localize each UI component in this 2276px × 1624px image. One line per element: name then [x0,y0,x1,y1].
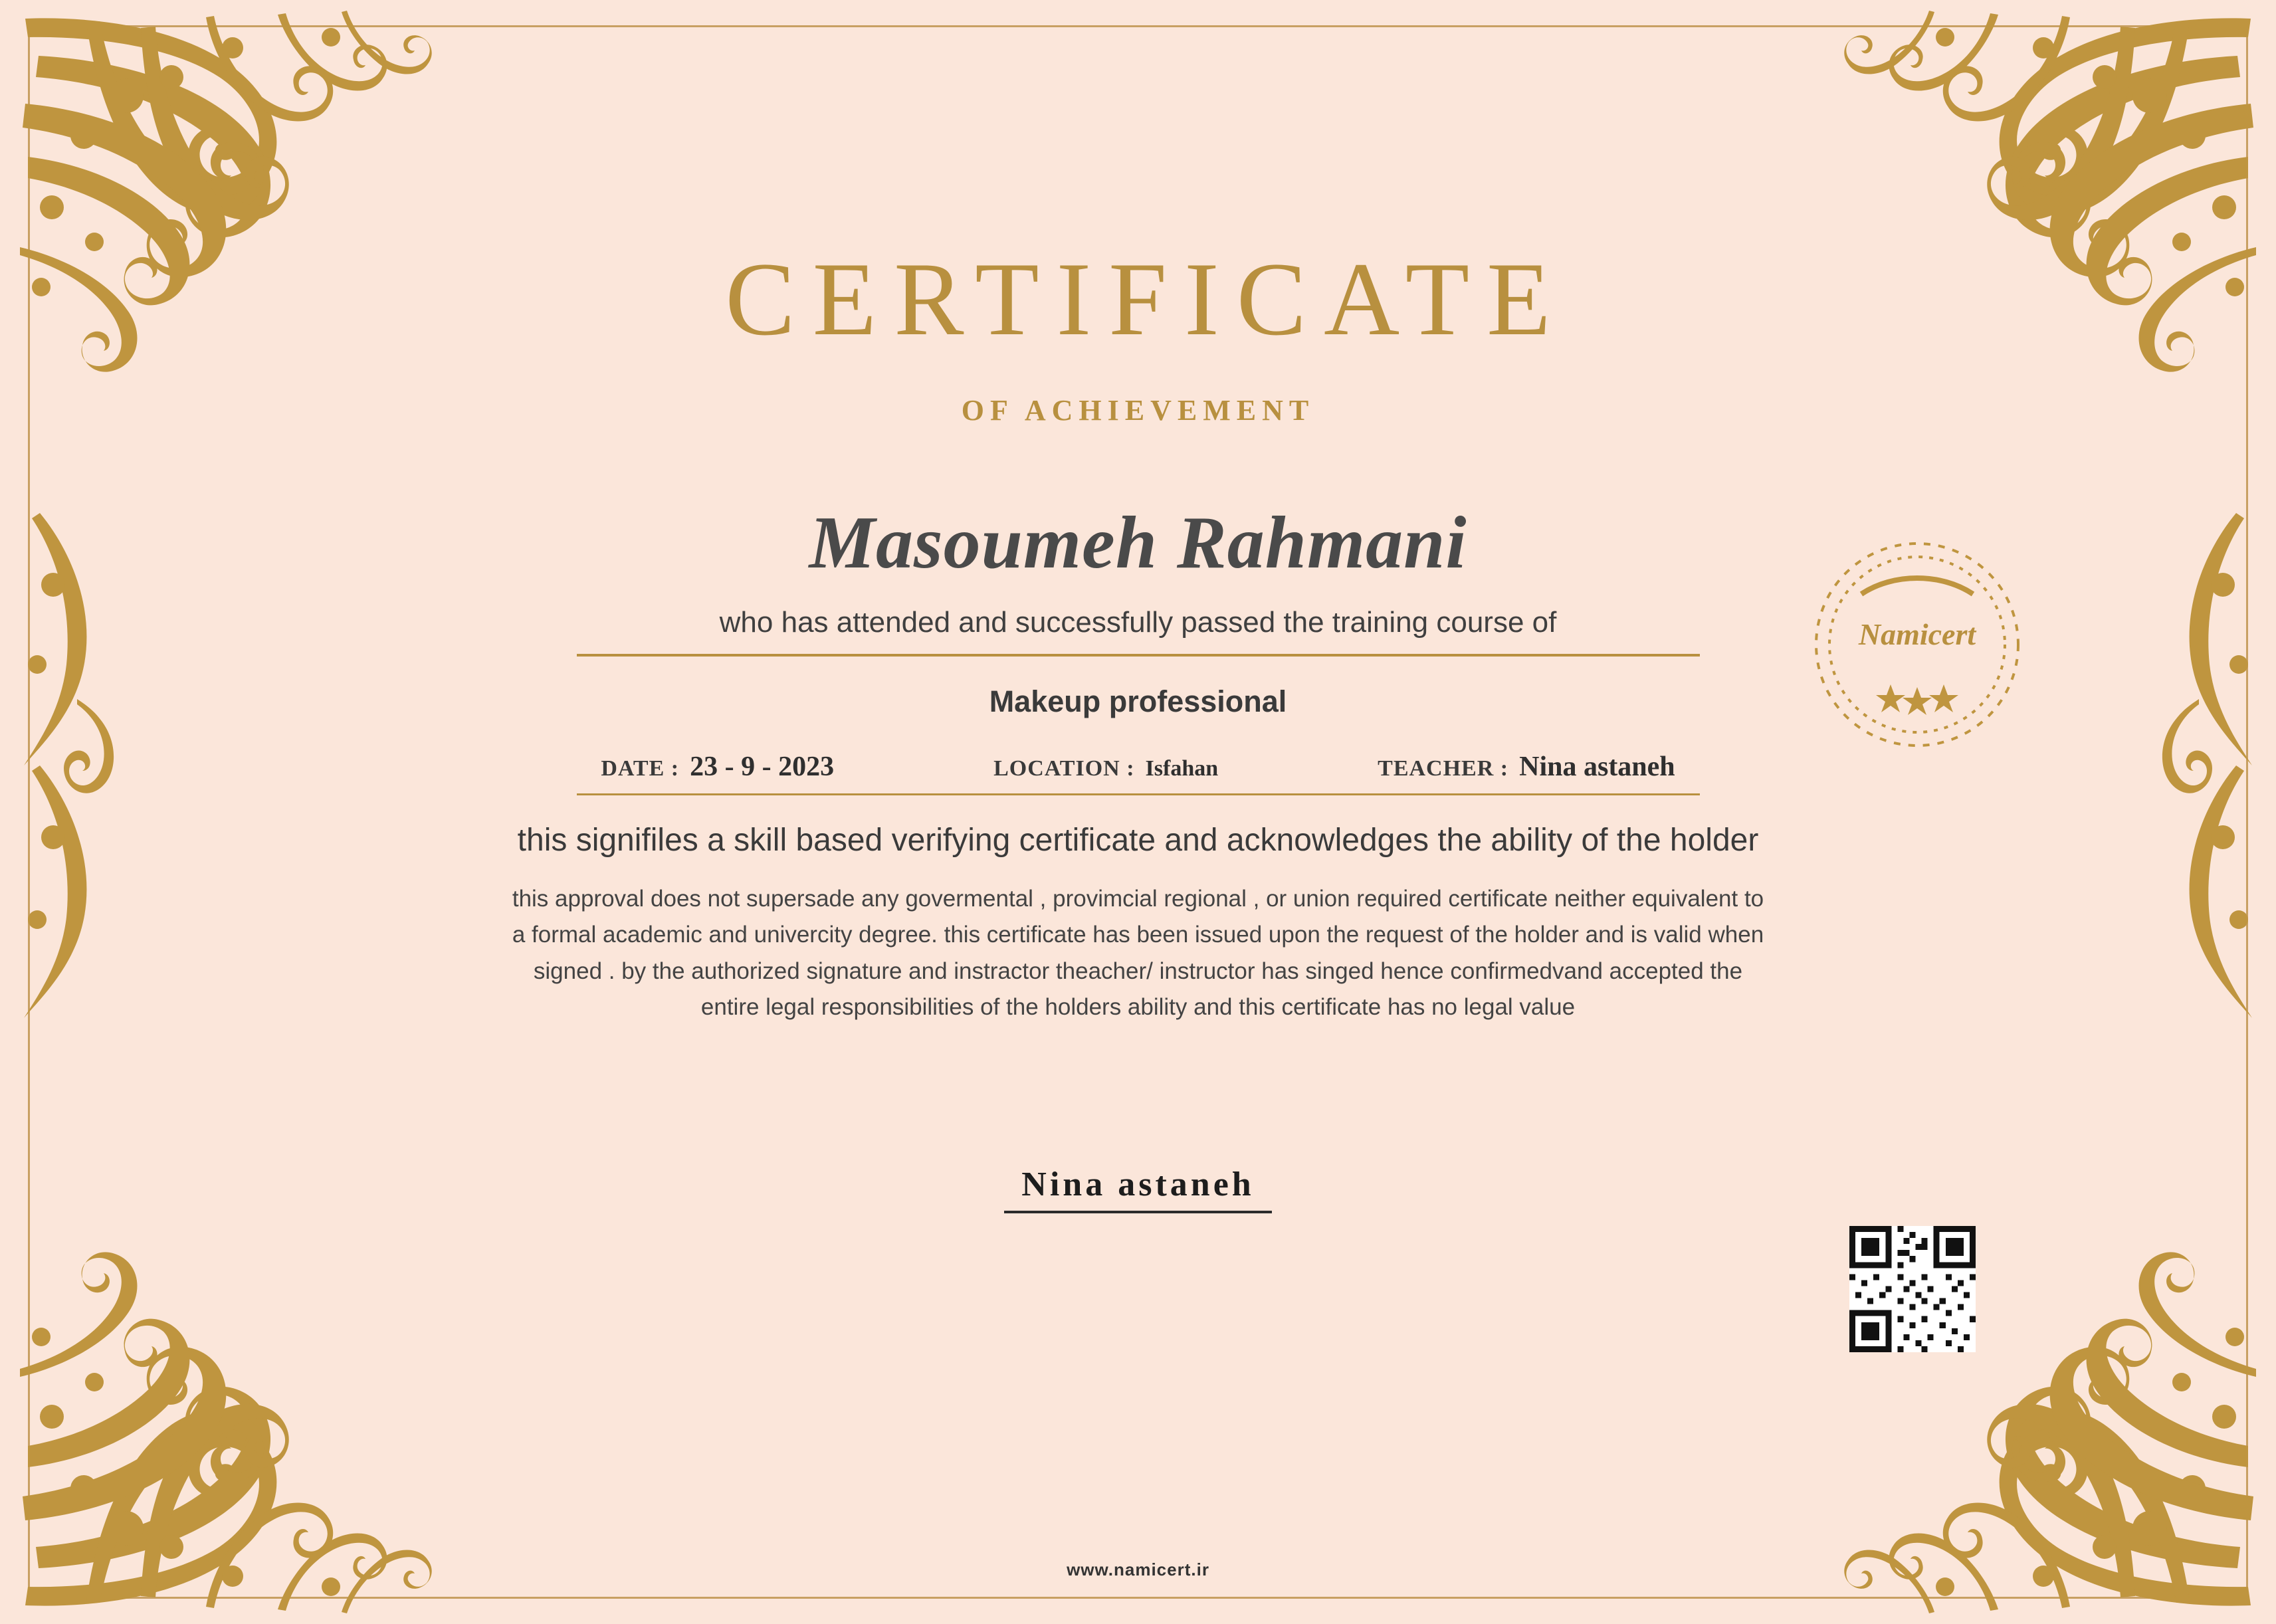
meta-row [0,751,2276,783]
page-subtitle: OF ACHIEVEMENT [961,394,1315,427]
teacher-group [1378,751,1675,783]
attendance-line: who has attended and successfully passed the training course of [719,606,1557,639]
qr-code-icon [1849,1226,1976,1352]
date-value: 23 - 9 - 2023 [690,752,835,782]
recipient-name: Masoumeh Rahmani [809,502,1467,584]
signature-line [1004,1211,1271,1213]
teacher-value: Nina astaneh [1519,752,1675,782]
teacher-label: TEACHER : [1378,756,1509,781]
divider-rule-top [577,654,1700,657]
date-group [601,751,834,783]
location-value: Isfahan [1145,756,1219,781]
location-label: LOCATION : [993,756,1135,781]
seal-label: Namicert [1858,617,1976,651]
signature-block [1004,1165,1271,1213]
page-title: CERTIFICATE [725,241,1568,357]
location-group [993,756,1218,781]
course-name: Makeup professional [989,684,1287,718]
floral-corner-ornament-bottom-left [12,1191,716,1616]
date-label: DATE : [601,756,680,781]
signature-name: Nina astaneh [1021,1166,1255,1203]
divider-rule-meta [577,793,1700,795]
legal-text: this approval does not supersade any govermental , provimcial regional , or union required certificate neither equivalent to a formal academic and univercity degree. this certificate has been issued upon the request of the holder and is valid when signed . by the authorized signature and instractor theacher/ instructor has singed hence confirmedvand accepted the entire legal responsibilities of the holders ability and this certificate has no legal value [512,886,1764,1020]
signifies-line: this signifiles a skill based verifying certificate and acknowledges the ability of the holder [517,823,1759,858]
footer-url: www.namicert.ir [1067,1560,1209,1579]
